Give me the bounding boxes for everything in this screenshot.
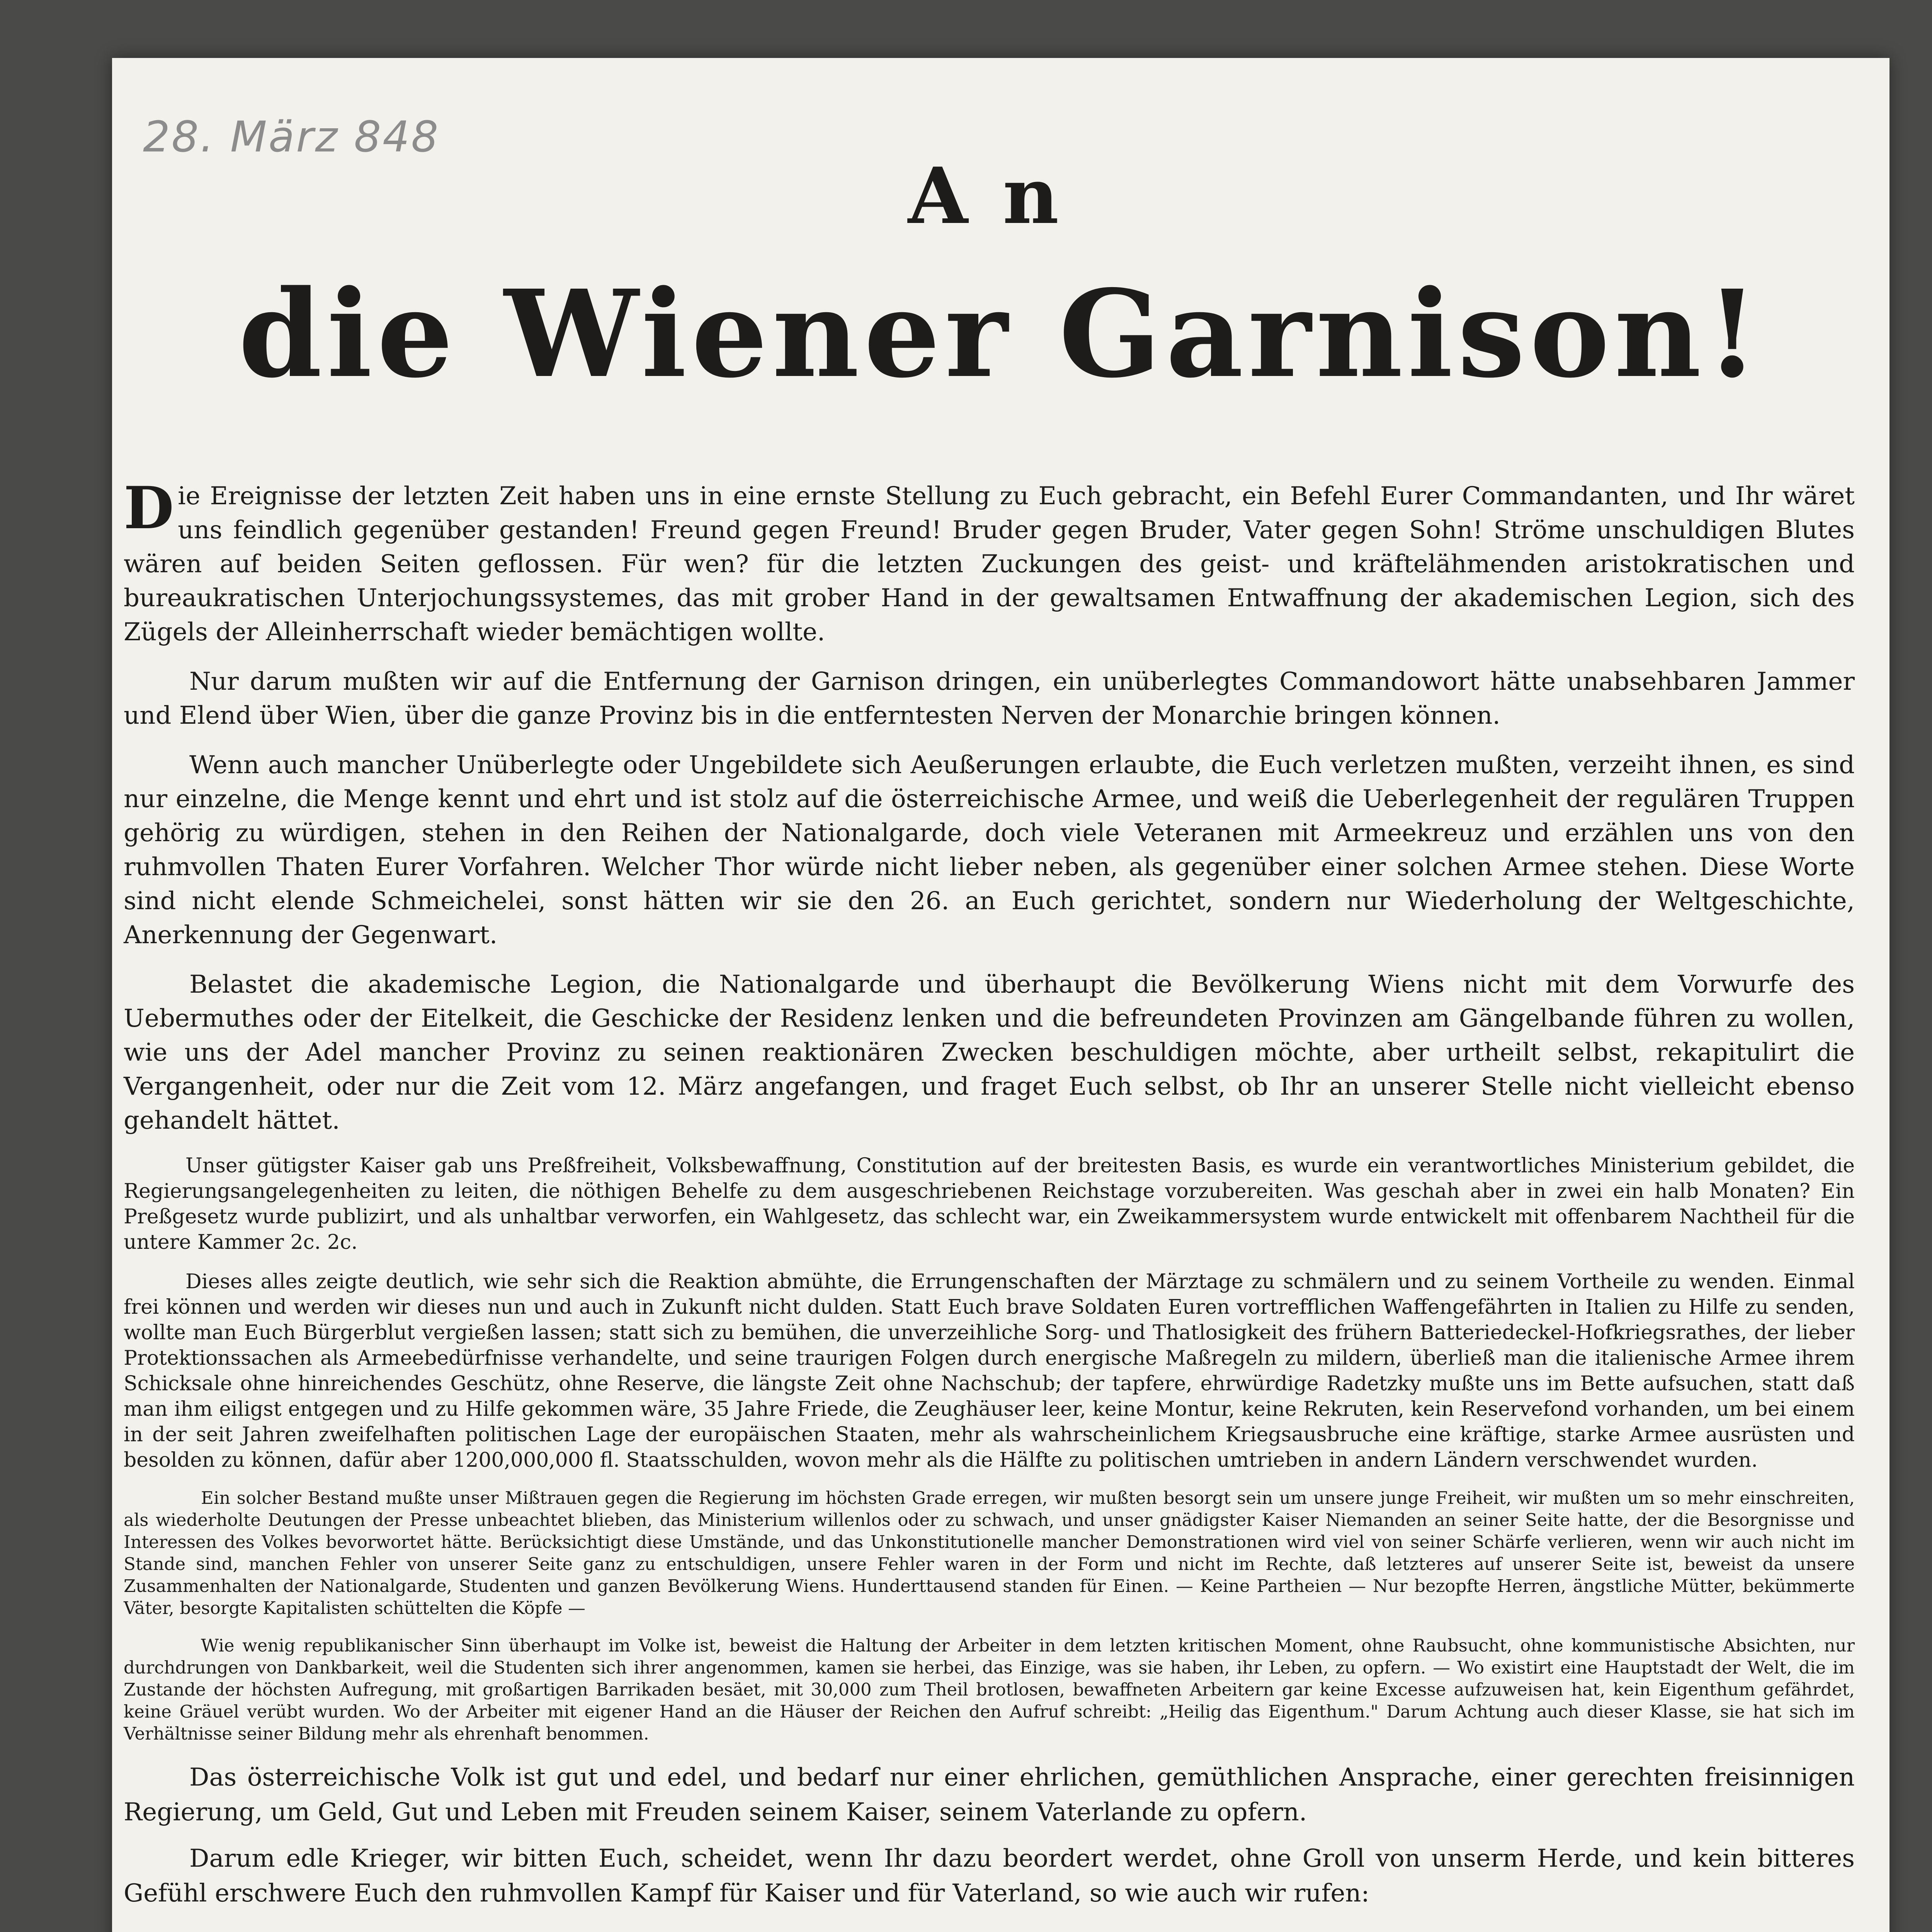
paragraph-5: Unser gütigster Kaiser gab uns Preßfreiheit, Volksbewaffnung, Constitution auf der breitesten Basis, es wurde ein verantwortliches Ministerium gebildet, die Regierungsangelegenheiten zu leiten, die nöthigen Behelfe zu dem ausgeschriebenen Reichstage vorzubereiten. Was geschah aber in zwei ein halb Monaten? Ein Preßgesetz wurde publizirt, und als unhaltbar verworfen, ein Wahlgesetz, das schlecht war, ein Zweikammersystem wurde entwickelt mit offenbarem Nachtheil für die untere Kammer 2c. 2c. [124, 1154, 1855, 1254]
paragraph-7: Ein solcher Bestand mußte unser Mißtrauen gegen die Regierung im höchsten Grade erregen, wir mußten besorgt sein um unsere junge Freiheit, wir mußten um so mehr einschreiten, als wiederholte Deutungen der Presse unbeachtet blieben, das Ministerium willenlos oder zu schwach, und unser gnädigster Kaiser Niemanden an seiner Seite hatte, der die Besorgnisse und Interessen des Volkes bevorwortet hätte. Berücksichtigt diese Umstände, und das Unkonstitutionelle mancher Demonstrationen wird viel von seiner Schärfe verlieren, wenn wir auch nicht im Stande sind, manchen Fehler von unserer Seite ganz zu entschuldigen, unsere Fehler waren in der Form und nicht im Rechte, daß letzteres auf unserer Seite ist, beweist da unsere Zusammenhalten der Nationalgarde, Studenten und ganzen Bevölkerung Wiens. Hunderttausend standen für Einen. — Keine Partheien — Nur bezopfte Herren, ängstliche Mütter, bekümmerte Väter, besorgte Kapitalisten schüttelten die Köpfe — [124, 1488, 1855, 1618]
paragraph-1 [124, 474, 1855, 649]
paragraph-1-text: ie Ereignisse der letzten Zeit haben uns in eine ernste Stellung zu Euch gebracht, ein Befehl Eurer Commandanten, und Ihr wäret uns feindlich gegenüber gestanden! Freund gegen Freund! Bruder gegen Bruder, Vater gegen Sohn! Ströme unschuldigen Blutes wären auf beiden Seiten geflossen. Für wen? für die letzten Zuckungen des geist- und kräftelähmenden aristokratischen und bureaukratischen Unterjochungssystemes, das mit grober Hand in der gewaltsamen Entwaffnung der akademischen Legion, sich des Zügels der Alleinherrschaft wieder bemächtigen wollte. [124, 482, 1855, 646]
paragraph-9: Das österreichische Volk ist gut und edel, und bedarf nur einer ehrlichen, gemüthlichen Ansprache, einer gerechten freisinnigen Regierung, um Geld, Gut und Leben mit Freuden seinem Kaiser, seinem Vaterlande zu opfern. [124, 1763, 1855, 1827]
paragraph-10: Darum edle Krieger, wir bitten Euch, scheidet, wenn Ihr dazu beordert werdet, ohne Groll von unserm Herde, und kein bitteres Gefühl erschwere Euch den ruhmvollen Kampf für Kaiser und für Vaterland, so wie auch wir rufen: [124, 1844, 1855, 1908]
drop-cap: D [124, 474, 174, 542]
paragraph-6: Dieses alles zeigte deutlich, wie sehr sich die Reaktion abmühte, die Errungenschaften der Märztage zu schmälern und zu seinem Vortheile zu wenden. Einmal frei können und werden wir dieses nun und auch in Zukunft nicht dulden. Statt Euch brave Soldaten Euren vortrefflichen Waffengefährten in Italien zu Hilfe zu senden, wollte man Euch Bürgerblut vergießen lassen; statt sich zu bemühen, die unverzeihliche Sorg- und Thatlosigkeit des frühern Batteriedeckel-Hofkriegsrathes, der lieber Protektionssachen als Armeebedürfnisse verhandelte, und seine traurigen Folgen durch energische Maßregeln zu mildern, überließ man die italienische Armee ihrem Schicksale ohne hinreichendes Geschütz, ohne Reserve, die längste Zeit ohne Nachschub; der tapfere, ehrwürdige Radetzky mußte uns im Bette aufsuchen, statt daß man ihm eiligst entgegen und zu Hilfe gekommen wäre, 35 Jahre Friede, die Zeughäuser leer, keine Montur, keine Rekruten, kein Reservefond vorhanden, um bei einem in der seit Jahren zweifelhaften politischen Lage der europäischen Staaten, mehr als wahrscheinlichem Kriegsausbruche eine kräftige, starke Armee ausrüsten und besolden zu können, dafür aber 1200,000,000 fl. Staatsschulden, wovon mehr als die Hälfte zu politischen umtrieben in andern Ländern verschwendet wurden. [124, 1270, 1855, 1472]
paragraph-2: Nur darum mußten wir auf die Entfernung der Garnison dringen, ein unüberlegtes Commandowort hätte unabsehbaren Jammer und Elend über Wien, über die ganze Provinz bis in die entferntesten Nerven der Monarchie bringen können. [124, 667, 1855, 730]
paragraph-8: Wie wenig republikanischer Sinn überhaupt im Volke ist, beweist die Haltung der Arbeiter in dem letzten kritischen Moment, ohne Raubsucht, ohne kommunistische Absichten, nur durchdrungen von Dankbarkeit, weil die Studenten sich ihrer angenommen, kamen sie herbei, das Einzige, was sie haben, ihr Leben, zu opfern. — Wo existirt eine Hauptstadt der Welt, die im Zustande der höchsten Aufregung, mit großartigen Barrikaden besäet, mit 30,000 zum Theil brotlosen, bewaffneten Arbeitern gar keine Excesse aufzuweisen hat, kein Eigenthum gefährdet, keine Gräuel verübt wurden. Wo der Arbeiter mit eigener Hand an die Häuser der Reichen den Aufruf schreibt: „Heilig das Eigenthum." Darum Achtung auch dieser Klasse, sie hat sich im Verhältnisse seiner Bildung mehr als ehrenhaft benommen. [124, 1635, 1855, 1744]
title-an: An [908, 151, 1094, 242]
proclamation-body [124, 474, 1855, 1922]
handwritten-date-note: 28. März 848 [143, 112, 440, 162]
poster-sheet [112, 58, 1889, 1932]
paragraph-4: Belastet die akademische Legion, die Nationalgarde und überhaupt die Bevölkerung Wiens nicht mit dem Vorwurfe des Uebermuthes oder der Eitelkeit, die Geschicke der Residenz lenken und die befreundeten Provinzen am Gängelbande führen zu wollen, wie uns der Adel mancher Provinz zu seinen reaktionären Zwecken beschuldigen möchte, aber urtheilt selbst, rekapitulirt die Vergangenheit, oder nur die Zeit vom 12. März angefangen, und fraget Euch selbst, ob Ihr an unserer Stelle nicht vielleicht ebenso gehandelt hättet. [124, 970, 1855, 1135]
page-title: die Wiener Garnison! [238, 264, 1764, 405]
paragraph-3: Wenn auch mancher Unüberlegte oder Ungebildete sich Aeußerungen erlaubte, die Euch verletzen mußten, verzeiht ihnen, es sind nur einzelne, die Menge kennt und ehrt und ist stolz auf die österreichische Armee, und weiß die Ueberlegenheit der regulären Truppen gehörig zu würdigen, stehen in den Reihen der Nationalgarde, doch viele Veteranen mit Armeekreuz und erzählen uns von den ruhmvollen Thaten Eurer Vorfahren. Welcher Thor würde nicht lieber neben, als gegenüber einer solchen Armee stehen. Diese Worte sind nicht elende Schmeichelei, sonst hätten wir sie den 26. an Euch gerichtet, sondern nur Wiederholung der Weltgeschichte, Anerkennung der Gegenwart. [124, 751, 1855, 949]
